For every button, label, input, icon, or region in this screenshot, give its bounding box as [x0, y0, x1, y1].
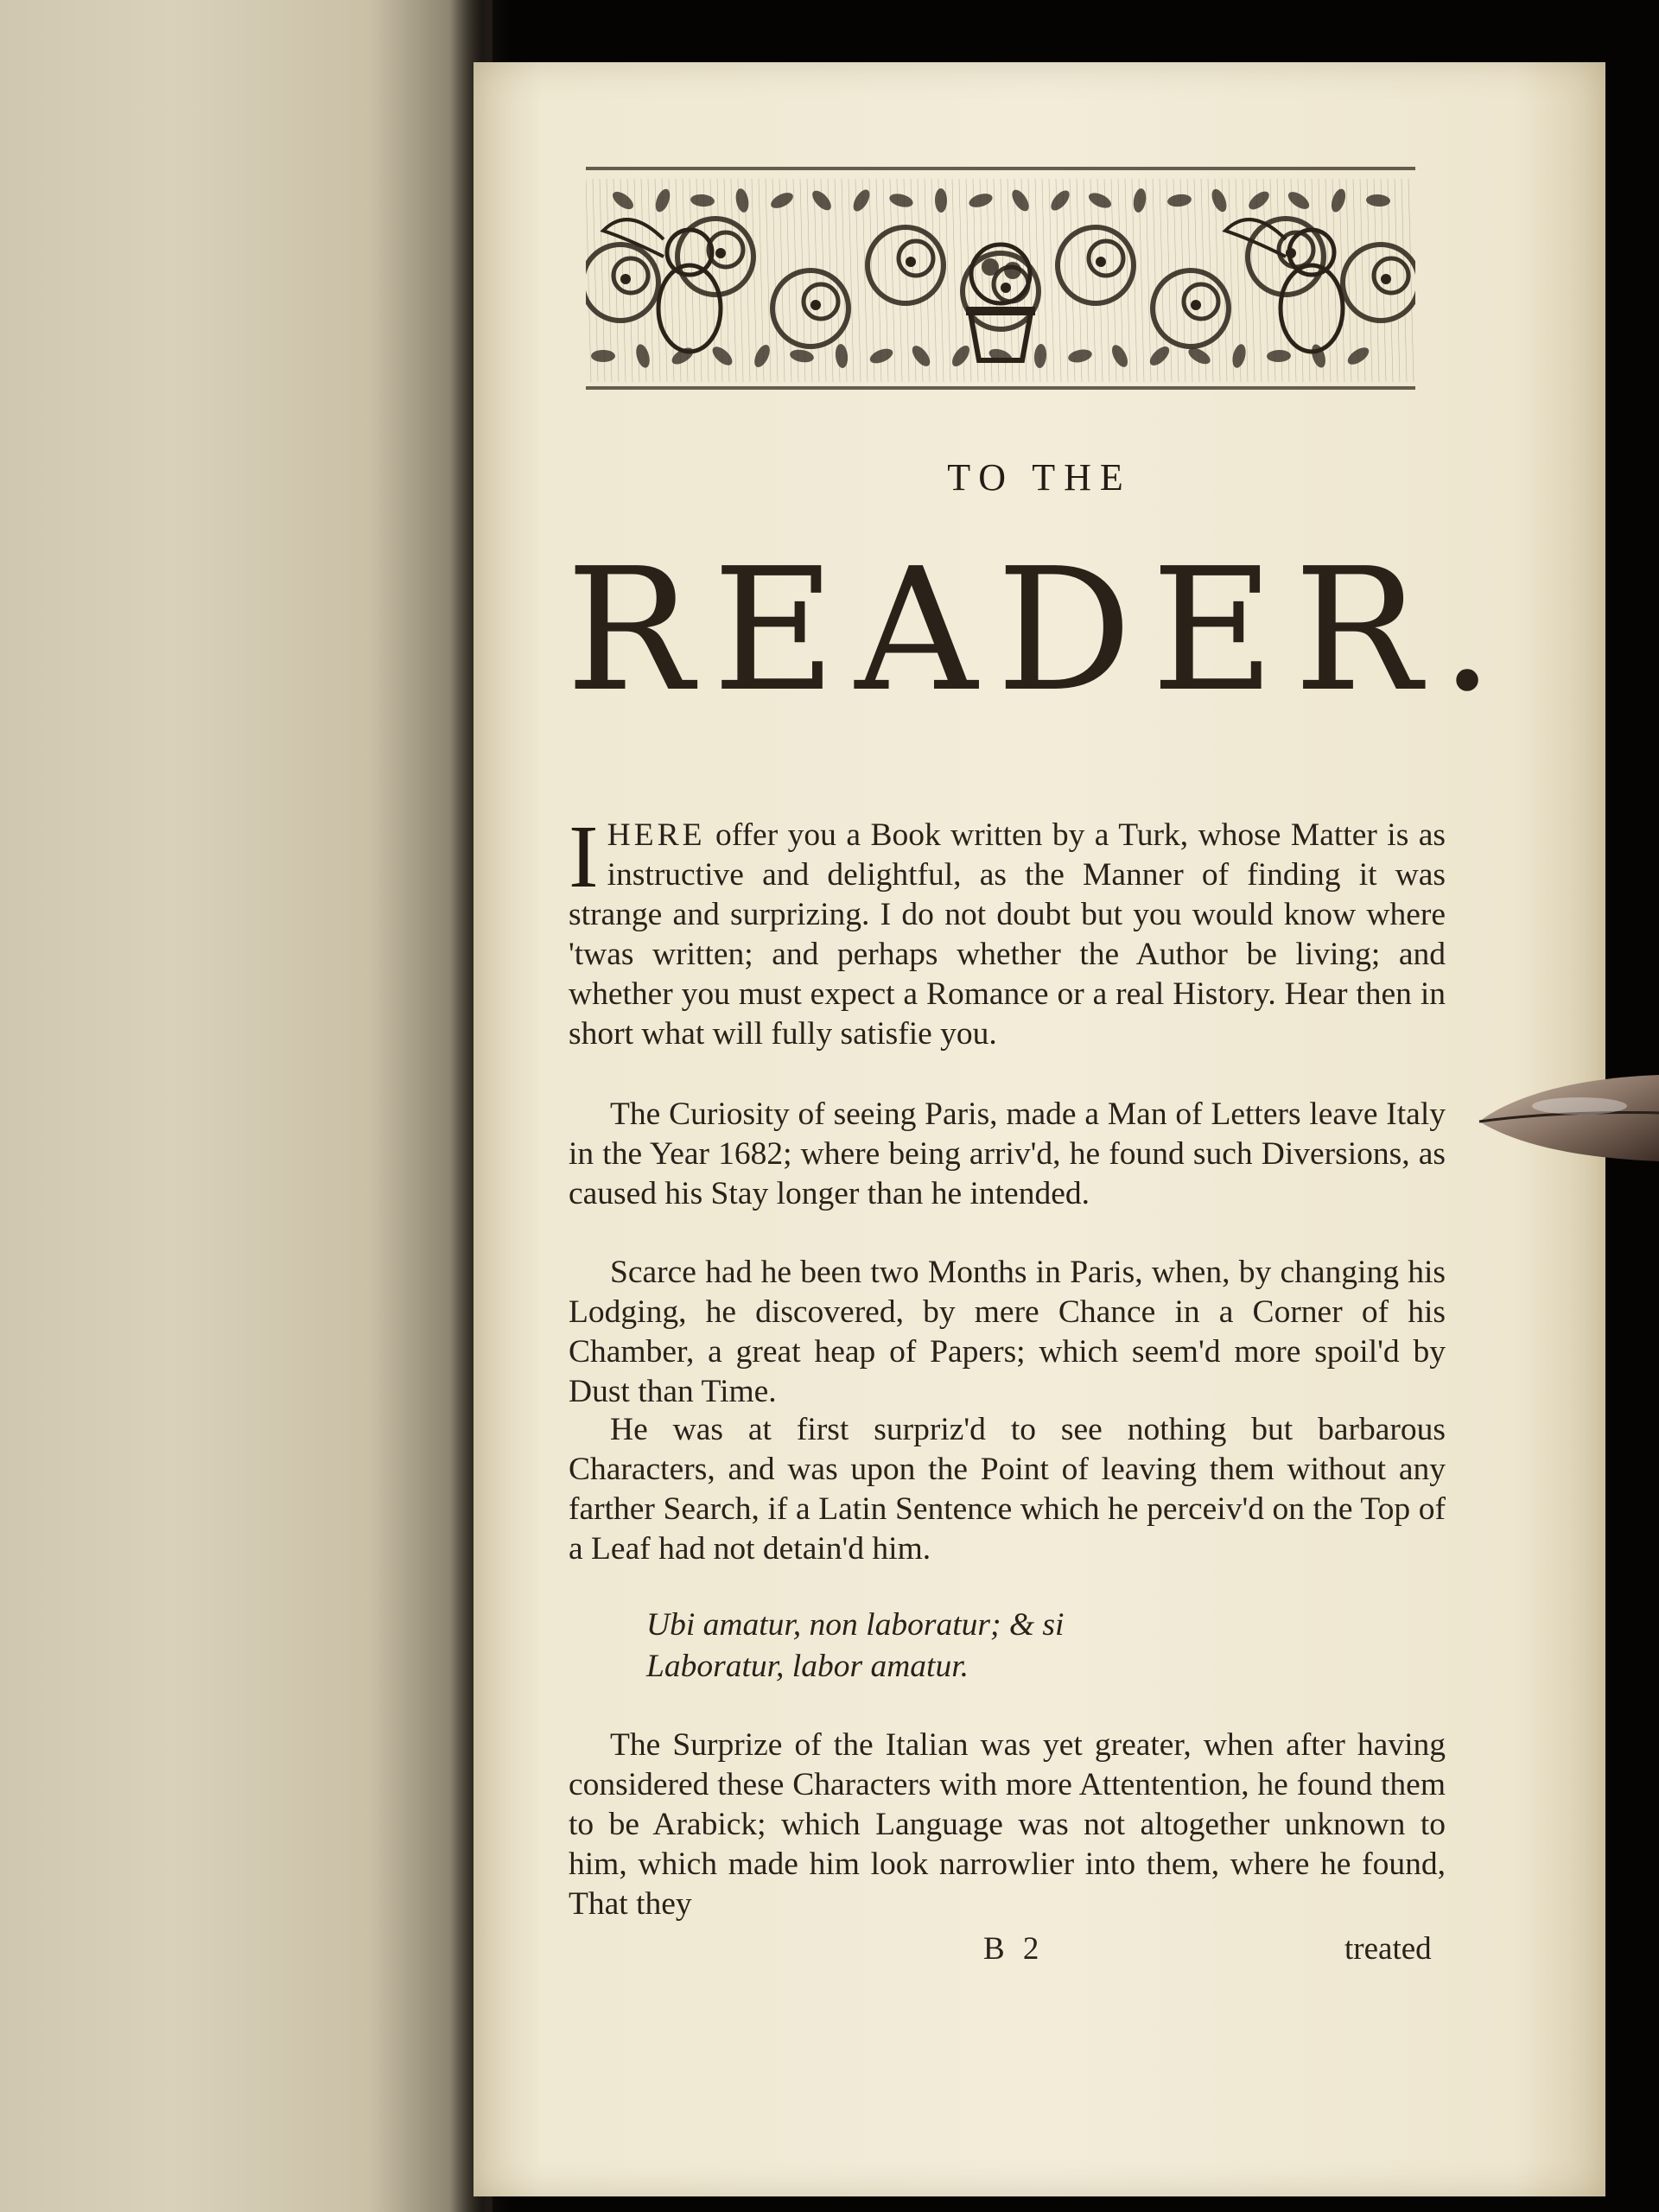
facing-page [0, 0, 493, 2212]
paragraph-4: He was at first surpriz'd to see nothing but barbarous Characters, and was upon the Point of leaving them without any farther Search, if a Latin Sentence which he perceiv'd on the Top of a Leaf had not detain'd him. [569, 1412, 1446, 1567]
paragraph-1-text: offer you a Book written by a Turk, whose Matter is as instructive and delightful, as the Manner of finding it was strange and surprizing. I do not doubt but you would know where 'twas written; and perhaps whether the Author be living; and whether you must expect a Romance or a real History. Hear then in short what will fully satisfie you. [569, 817, 1446, 1052]
drop-cap: I [569, 807, 599, 906]
pen-nib-bookmark [1476, 1071, 1659, 1166]
latin-quote-line-1: Ubi amatur, non laboratur; & si [646, 1607, 1065, 1643]
latin-quote-line-2: Laboratur, labor amatur. [646, 1649, 969, 1684]
lead-word: HERE [607, 817, 706, 853]
decorative-headpiece [586, 162, 1415, 395]
paragraph-2: The Curiosity of seeing Paris, made a Man of Letters leave Italy in the Year 1682; where being arriv'd, he found such Diversions, as caused his Stay longer than he intended. [569, 1096, 1446, 1211]
bleed-through-text [26, 138, 52, 257]
catchword: treated [1344, 1931, 1432, 1967]
latin-quote [646, 1605, 1251, 1688]
paragraph-5: The Surprize of the Italian was yet greater, when after having considered these Characters with more Attentention, he found them to be Arabick; which Language was not altogether unknown to him, which made him look narrowlier into them, where he found, That they [569, 1727, 1446, 1922]
paragraph-1 [569, 807, 1446, 1054]
pre-title: TO THE [947, 456, 1132, 499]
paragraph-3: Scarce had he been two Months in Paris, when, by changing his Lodging, he discovered, by mere Chance in a Corner of his Chamber, a great heap of Papers; which seem'd more spoil'd by Dust than Time. [569, 1255, 1446, 1409]
book-page [474, 62, 1605, 2196]
signature-mark: B 2 [983, 1931, 1045, 1967]
page-title: READER. [565, 532, 1514, 729]
